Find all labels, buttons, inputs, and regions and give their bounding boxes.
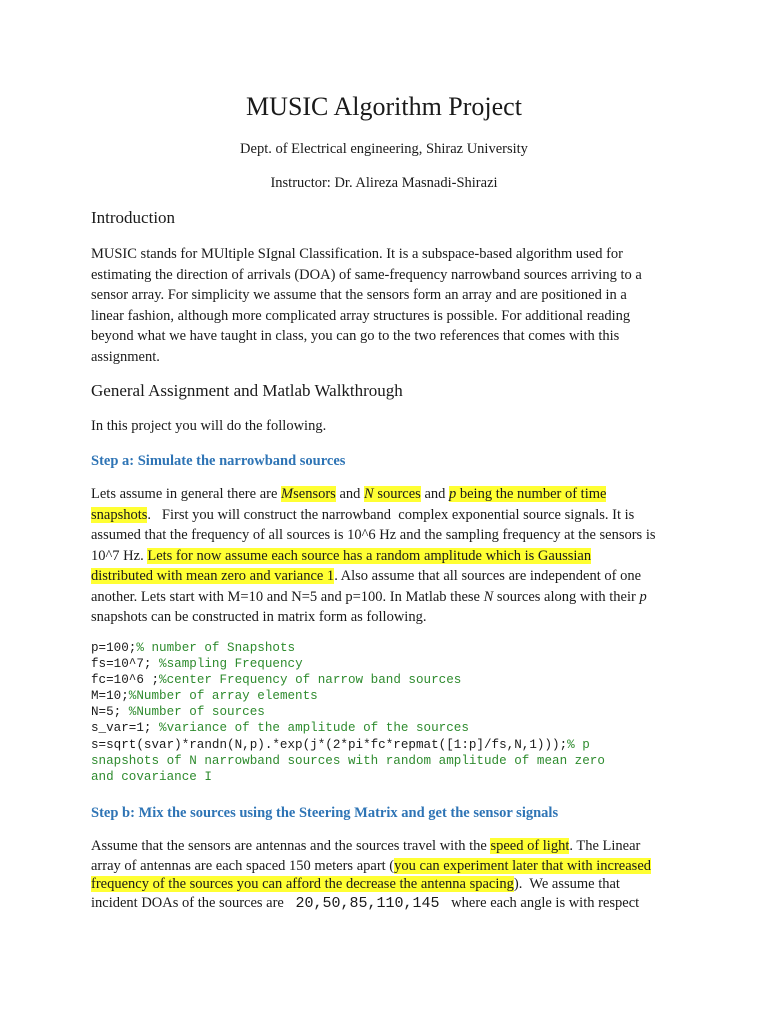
step-b-heading: Step b: Mix the sources using the Steering Matrix and get the sensor signals [91,805,559,821]
code-comment: snapshots of N narrowband sources with random amplitude of mean zero [91,753,605,768]
code-comment: %Number of array elements [128,689,318,704]
text-span: . Also assume that all sources are independent of one [334,568,642,584]
italic-var: N [364,486,374,502]
general-assignment-heading: General Assignment and Matlab Walkthrough [91,381,403,400]
code-line [91,672,691,688]
text-span: array of antennas are each spaced 150 meters apart ( [91,857,395,874]
text-span: . The Linear [569,838,641,854]
intro-line: beyond what we have taught in class, you can go to the two references that comes with this [91,328,620,344]
code-line [91,720,691,736]
document-title: MUSIC Algorithm Project [246,92,522,121]
step-a-line [91,566,681,587]
text-span: Assume that the sensors are antennas and the sources travel with the [91,838,491,854]
code-line [91,704,691,720]
step-a-line: snapshots can be constructed in matrix form as following. [91,609,427,625]
step-b-paragraph [91,836,681,914]
code-line [91,737,691,753]
highlight: Lets for now assume each source has a random amplitude which is Gaussian [147,547,592,564]
code-comment: %variance of the amplitude of the sources [159,721,469,736]
highlight: frequency of the sources you can afford the decrease the antenna spacing [91,875,514,892]
step-b-line [91,875,681,893]
code-comment: %sampling Frequency [159,657,303,672]
highlight: distributed with mean zero and variance 1 [91,568,335,584]
text-span: being the number of time [456,486,607,502]
step-a-line [91,587,681,608]
step-b-line [91,893,681,915]
text-span: sources along with their [493,588,640,605]
code-text: N=5; [91,705,129,720]
doa-angles: 20,50,85,110,145 [295,894,440,912]
step-a-paragraph [91,484,681,628]
instructor-line: Instructor: Dr. Alireza Masnadi-Shirazi [270,175,498,191]
code-comment: %Number of sources [128,705,265,720]
highlight: snapshots [91,506,148,523]
code-comment: and covariance I [91,769,212,784]
highlight [449,486,606,502]
intro-line: assignment. [91,348,160,365]
code-line [91,640,691,656]
general-intro-text: In this project you will do the following. [91,418,327,434]
intro-line: linear fashion, although more complicated array structures is possible. For additional reading [91,307,631,324]
text-span: and [420,486,449,502]
text-span: sources [373,486,421,502]
department-line: Dept. of Electrical engineering, Shiraz University [240,141,528,157]
step-a-line [91,484,681,505]
italic-var: N [483,588,494,605]
highlight [364,486,421,502]
highlight [281,486,336,502]
text-span: where each angle is with respect [447,894,640,911]
intro-line: MUSIC stands for MUltiple SIgnal Classification. It is a subspace-based algorithm used for [91,246,623,262]
intro-line: estimating the direction of arrivals (DOA) of same-frequency narrowband sources arriving to a [91,266,642,283]
text-span: another. Lets start with M=10 and N=5 and p=100. In Matlab these [91,588,484,605]
italic-var: M [281,486,294,502]
general-intro-line [91,416,681,437]
code-text: p=100; [91,641,137,655]
code-text: s=sqrt(svar)*randn(N,p).*exp(j*(2*pi*fc*repmat([1:p]/fs,N,1))); [91,737,568,752]
introduction-paragraph [91,244,681,367]
step-b-line [91,857,681,875]
code-comment: %center Frequency of narrow band sources [159,673,462,688]
code-text: fs=10^7; [91,657,160,672]
matlab-code-block [91,640,691,785]
highlight: speed of light [490,838,570,854]
step-a-line [91,546,681,567]
code-line [91,656,691,672]
code-line [91,688,691,704]
code-text: fc=10^6 ; [91,673,160,688]
code-text: M=10; [91,689,129,704]
step-a-line [91,505,681,526]
step-b-line [91,836,681,857]
text-span: . First you will construct the narrowband complex exponential source signals. It is [147,506,635,523]
intro-line: sensor array. For simplicity we assume that the sensors form an array and are positioned in a [91,287,627,303]
code-text: s_var=1; [91,721,160,736]
italic-var: p [449,486,457,502]
text-span: ). We assume that [513,875,620,892]
highlight: you can experiment later that with increased [394,857,652,874]
text-span: 10^7 Hz. [91,547,148,564]
step-a-heading: Step a: Simulate the narrowband sources [91,453,346,469]
code-comment: % number of Snapshots [136,641,296,655]
italic-var: p [639,588,647,605]
code-comment: % p [567,737,590,752]
text-span: incident DOAs of the sources are [91,894,288,911]
introduction-heading: Introduction [91,208,176,227]
step-a-line: assumed that the frequency of all sources is 10^6 Hz and the sampling frequency at the sensors is [91,527,656,543]
text-span: sensors [293,486,336,502]
text-span: Lets assume in general there are [91,486,282,502]
text-span: and [335,486,365,502]
